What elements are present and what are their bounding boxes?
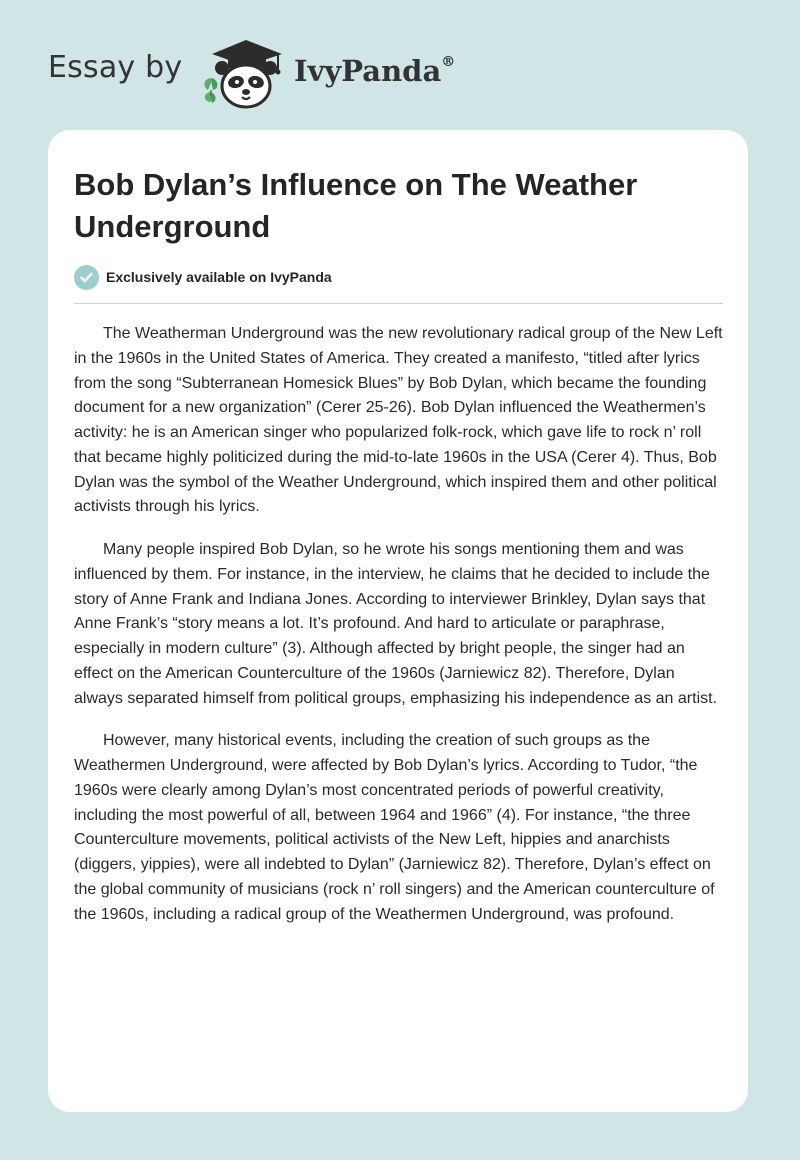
essay-body	[74, 322, 725, 945]
site-header	[0, 0, 800, 120]
paragraph: The Weatherman Underground was the new revolutionary radical group of the New Left in the 1960s in the United States of America. They created a manifesto, “titled after lyrics from the song “Subterranean Homesick Blues” by Bob Dylan, which became the founding document for a new organization” (Cerer 25-26). Bob Dylan influenced the Weathermen’s activity: he is an American singer who popularized folk-rock, which gave life to rock n’ roll that became highly politicized during the mid-to-late 1960s in the USA (Cerer 4). Thus, Bob Dylan was the symbol of the Weather Underground, which inspired them and other political activists through his lyrics.	[74, 325, 723, 516]
paragraph: Many people inspired Bob Dylan, so he wrote his songs mentioning them and was influenced by them. For instance, in the interview, he claims that he decided to include the story of Anne Frank and Indiana Jones. According to interviewer Brinkley, Dylan says that Anne Frank’s “story means a lot. It’s profound. And hard to articulate or paraphrase, especially in modern culture” (3). Although affected by bright people, the singer had an effect on the American Counterculture of the 1960s (Jarniewicz 82). Therefore, Dylan always separated himself from political groups, emphasizing his independence as an artist.	[74, 541, 718, 707]
checkmark-icon	[74, 265, 99, 290]
essay-title: Bob Dylan’s Influence on The Weather Underground	[74, 167, 638, 244]
registered-mark: ®	[441, 54, 456, 71]
panda-logo-icon[interactable]	[198, 34, 292, 110]
brand-name: IvyPanda	[294, 54, 442, 88]
paragraph: However, many historical events, including the creation of such groups as the Weathermen Underground, were affected by Bob Dylan’s lyrics. According to Tudor, “the 1960s were clearly among Dylan’s most concentrated periods of powerful creativity, including the most powerful of all, between 1964 and 1966” (4). For instance, “the three Counterculture movements, political activists of the New Left, hippies and anarchists (diggers, yippies), were all indebted to Dylan” (Jarniewicz 82). Therefore, Dylan’s effect on the global community of musicians (rock n’ roll singers) and the American counterculture of the 1960s, including a radical group of the Weathermen Underground, was profound.	[74, 732, 715, 923]
brand-wordmark[interactable]	[294, 54, 455, 88]
ivy-leaf-icon	[205, 78, 218, 103]
divider	[74, 303, 723, 304]
essay-card	[48, 130, 748, 1112]
exclusive-label: Exclusively available on IvyPanda	[106, 269, 332, 285]
exclusive-badge	[74, 264, 332, 290]
essay-by-label: Essay by	[48, 50, 183, 85]
